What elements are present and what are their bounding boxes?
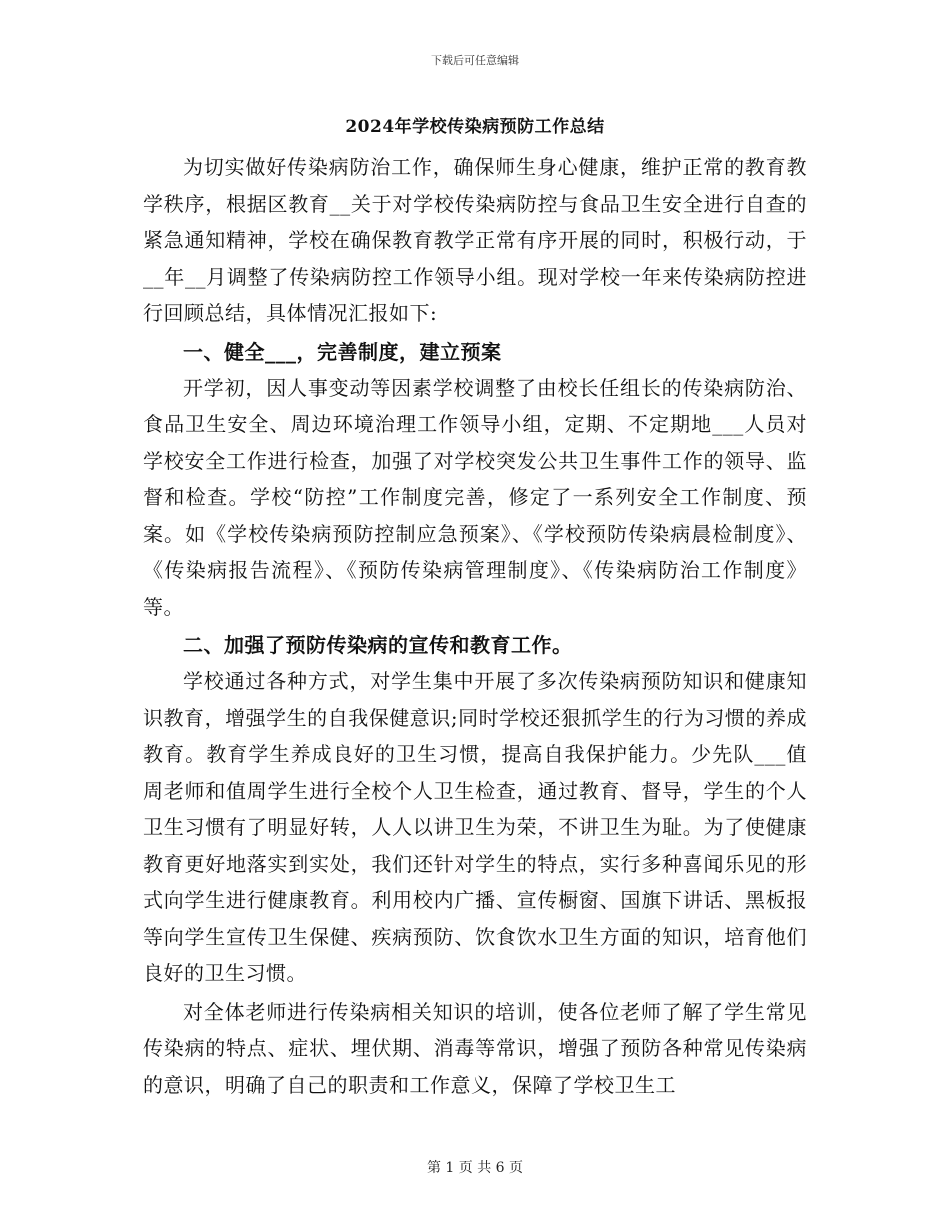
document-body [143,112,807,1105]
section-1-paragraph: 开学初，因人事变动等因素学校调整了由校长任组长的传染病防治、食品卫生安全、周边环境治理工作领导小组，定期、不定期地___人员对学校安全工作进行检查，加强了对学校突发公共卫生事件工作的领导、监督和检查。学校“防控”工作制度完善，修定了一系列安全工作制度、预案。如《学校传染病预防控制应急预案》、《学校预防传染病晨检制度》、《传染病报告流程》、《预防传染病管理制度》、《传染病防治工作制度》等。 [143,375,807,619]
document-title: 2024年学校传染病预防工作总结 [345,117,605,137]
section-1-heading: 一、健全___，完善制度，建立预案 [183,339,502,364]
page-number: 第 1 页 共 6 页 [426,1160,524,1176]
section-2-paragraph-2: 对全体老师进行传染病相关知识的培训，使各位老师了解了学生常见传染病的特点、症状、埋伏期、消毒等常识，增强了预防各种常见传染病的意识，明确了自己的职责和工作意义，保障了学校卫生工 [143,999,807,1097]
page-header-note: 下载后可任意编辑 [431,54,519,67]
intro-paragraph: 为切实做好传染病防治工作，确保师生身心健康，维护正常的教育教学秩序，根据区教育__关于对学校传染病防控与食品卫生安全进行自查的紧急通知精神，学校在确保教育教学正常有序开展的同时，积极行动，于__年__月调整了传染病防控工作领导小组。现对学校一年来传染病防控进行回顾总结，具体情况汇报如下: [143,155,807,325]
section-2-paragraph-1: 学校通过各种方式，对学生集中开展了多次传染病预防知识和健康知识教育，增强学生的自我保健意识;同时学校还狠抓学生的行为习惯的养成教育。教育学生养成良好的卫生习惯，提高自我保护能力。少先队___值周老师和值周学生进行全校个人卫生检查，通过教育、督导，学生的个人卫生习惯有了明显好转，人人以讲卫生为荣，不讲卫生为耻。为了使健康教育更好地落实到实处，我们还针对学生的特点，实行多种喜闻乐见的形式向学生进行健康教育。利用校内广播、宣传橱窗、国旗下讲话、黑板报等向学生宣传卫生保健、疾病预防、饮食饮水卫生方面的知识，培育他们良好的卫生习惯。 [143,669,807,985]
section-2-heading: 二、加强了预防传染病的宣传和教育工作。 [183,633,573,657]
